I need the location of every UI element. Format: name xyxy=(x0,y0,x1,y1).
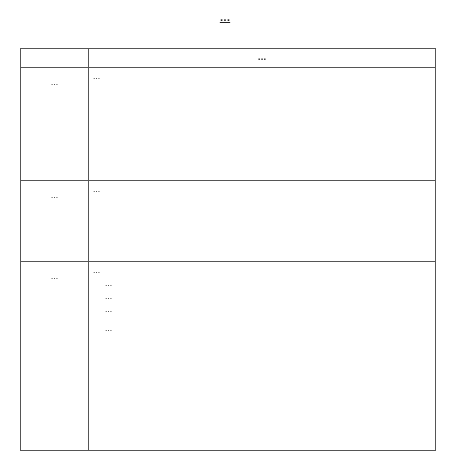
document-title: ... xyxy=(219,14,231,24)
row-line: ... xyxy=(105,305,113,314)
row-label: ... xyxy=(50,272,59,281)
criteria-table xyxy=(20,48,436,451)
row-line: ... xyxy=(105,324,113,333)
header-row xyxy=(21,49,436,68)
row-label: ... xyxy=(50,78,59,87)
row-line: ... xyxy=(105,292,113,301)
row-text: ... xyxy=(93,185,101,194)
table-row xyxy=(21,68,436,181)
table-row xyxy=(21,181,436,262)
row-label: ... xyxy=(50,191,59,200)
header-cell-title: ... xyxy=(89,49,436,68)
header-cell-empty xyxy=(21,49,89,68)
row-line: ... xyxy=(105,279,113,288)
table-row xyxy=(21,262,436,451)
row-text: ... xyxy=(93,72,101,81)
row-line: ... xyxy=(93,266,101,275)
